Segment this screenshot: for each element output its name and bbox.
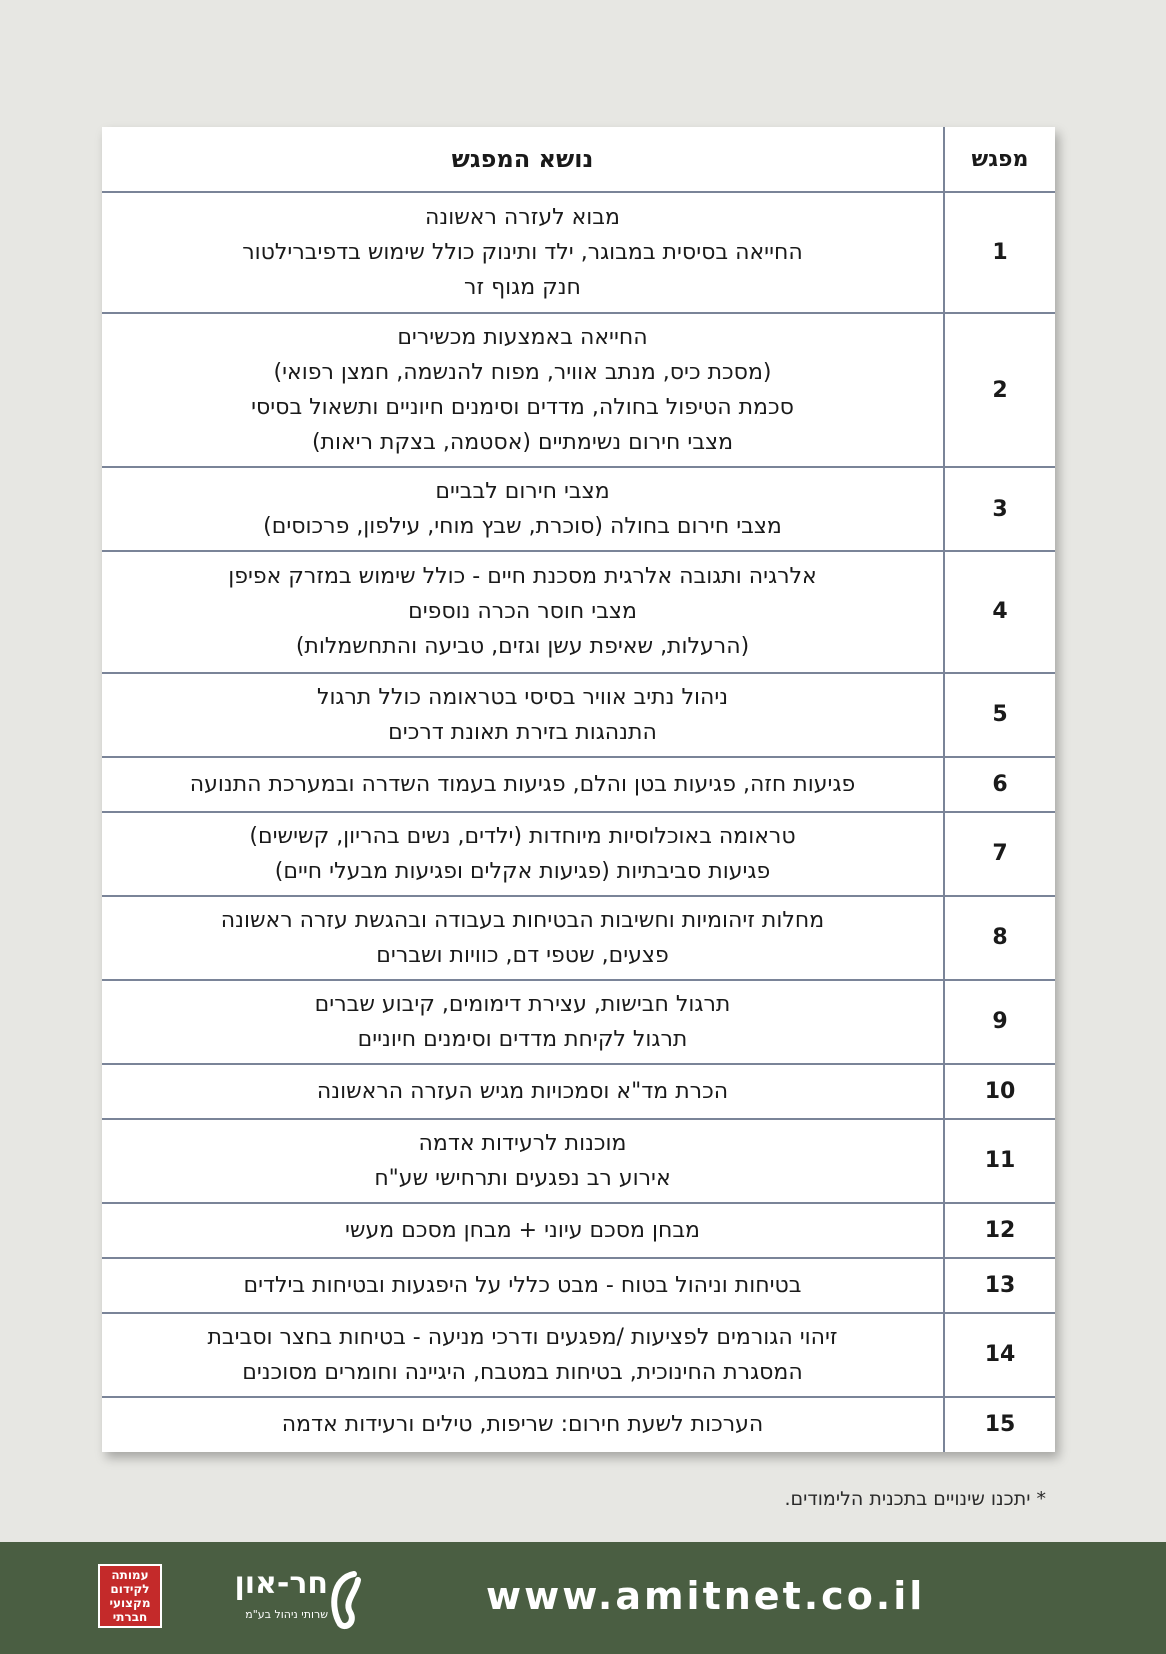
curriculum-table-card [102, 127, 1055, 1452]
session-topic-line: מצבי חירום לבביים [435, 479, 610, 505]
session-number: 15 [944, 1397, 1055, 1452]
header-session-topic: נושא המפגש [102, 127, 944, 192]
session-topic-line: פגיעות חזה, פגיעות בטן והלם, פגיעות בעמוד השדרה ובמערכת התנועה [189, 771, 856, 797]
session-topic-line: החייאה באמצעות מכשירים [397, 325, 648, 351]
session-topic [102, 313, 944, 467]
session-topic [102, 551, 944, 672]
session-number: 6 [944, 757, 1055, 812]
session-topic [102, 673, 944, 757]
session-topic-line: תרגול חבישות, עצירת דימומים, קיבוע שברים [314, 991, 731, 1017]
session-topic-line: פצעים, שטפי דם, כוויות ושברים [376, 942, 669, 968]
session-number: 12 [944, 1203, 1055, 1258]
table-row [102, 896, 1055, 980]
session-topic-line: (הרעלות, שאיפת עשן וגזים, טביעה והתחשמלות) [295, 634, 750, 660]
session-topic-line: המסגרת החינוכית, בטיחות במטבח, היגיינה וחומרים מסוכנים [242, 1359, 803, 1385]
session-topic-line: תרגול לקיחת מדדים וסימנים חיוניים [357, 1026, 688, 1052]
session-number: 1 [944, 192, 1055, 313]
session-topic-line: טראומה באוכלוסיות מיוחדות (ילדים, נשים בהריון, קשישים) [249, 823, 796, 849]
session-number: 11 [944, 1119, 1055, 1203]
session-topic-line: בטיחות וניהול בטוח - מבט כללי על היפגעות ובטיחות בילדים [243, 1272, 802, 1298]
amuta-logo-line: עמותה [111, 1568, 149, 1582]
curriculum-table [102, 127, 1055, 1452]
table-row [102, 757, 1055, 812]
session-topic-line: סכמת הטיפול בחולה, מדדים וסימנים חיוניים ותשאול בסיסי [251, 395, 794, 421]
session-number: 9 [944, 980, 1055, 1064]
table-row [102, 1258, 1055, 1313]
session-number: 7 [944, 812, 1055, 896]
website-link[interactable]: www.amitnet.co.il [486, 1574, 926, 1618]
session-topic [102, 1119, 944, 1203]
table-header-row [102, 127, 1055, 192]
session-topic [102, 1313, 944, 1397]
table-row [102, 192, 1055, 313]
session-topic [102, 757, 944, 812]
amuta-logo [98, 1564, 162, 1628]
table-row [102, 467, 1055, 551]
shahar-on-logo [222, 1564, 362, 1634]
session-topic-line: מבחן מסכם עיוני + מבחן מסכם מעשי [345, 1217, 700, 1243]
table-row [102, 1203, 1055, 1258]
session-topic [102, 812, 944, 896]
session-topic [102, 467, 944, 551]
session-topic-line: זיהוי הגורמים לפציעות /מפגעים ודרכי מניעה - בטיחות בחצר וסביבת [207, 1324, 838, 1350]
header-session-number: מפגש [944, 127, 1055, 192]
session-number: 4 [944, 551, 1055, 672]
session-topic [102, 1258, 944, 1313]
table-row [102, 1313, 1055, 1397]
session-topic-line: מבוא לעזרה ראשונה [425, 205, 620, 231]
shahar-swirl-icon [326, 1568, 362, 1632]
session-topic [102, 1064, 944, 1119]
session-topic-line: מחלות זיהומיות וחשיבות הבטיחות בעבודה ובהגשת עזרה ראשונה [220, 907, 825, 933]
session-topic-line: מצבי חירום בחולה (סוכרת, שבץ מוחי, עילפון, פרכוסים) [263, 514, 782, 540]
shahar-on-logo-name: חר-און [234, 1566, 328, 1601]
table-body [102, 192, 1055, 1452]
session-topic-line: מצבי חוסר הכרה נוספים [408, 599, 637, 625]
table-row [102, 313, 1055, 467]
session-topic [102, 1397, 944, 1452]
session-number: 13 [944, 1258, 1055, 1313]
shahar-on-logo-subtitle: שרותי ניהול בע"מ [245, 1608, 328, 1621]
table-row [102, 1119, 1055, 1203]
session-topic-line: החייאה בסיסית במבוגר, ילד ותינוק כולל שימוש בדפיברילטור [242, 240, 803, 266]
session-number: 2 [944, 313, 1055, 467]
session-number: 14 [944, 1313, 1055, 1397]
amuta-logo-line: חברתי [112, 1610, 148, 1624]
session-number: 8 [944, 896, 1055, 980]
session-topic-line: הערכות לשעת חירום: שריפות, טילים ורעידות אדמה [281, 1412, 764, 1438]
session-number: 10 [944, 1064, 1055, 1119]
session-number: 5 [944, 673, 1055, 757]
table-row [102, 812, 1055, 896]
amuta-logo-line: מקצועי [109, 1596, 151, 1610]
session-topic [102, 896, 944, 980]
session-topic-line: הכרת מד"א וסמכויות מגיש העזרה הראשונה [316, 1078, 729, 1104]
session-topic-line: אלרגיה ותגובה אלרגית מסכנת חיים - כולל שימוש במזרק אפיפן [228, 564, 817, 590]
table-row [102, 673, 1055, 757]
session-topic [102, 1203, 944, 1258]
session-topic-line: ניהול נתיב אוויר בסיסי בטראומה כולל תרגול [316, 684, 729, 710]
amuta-logo-line: לקידום [110, 1582, 150, 1596]
session-topic-line: מוכנות לרעידות אדמה [418, 1130, 627, 1156]
session-number: 3 [944, 467, 1055, 551]
session-topic-line: חנק מגוף זר [464, 275, 581, 301]
session-topic [102, 192, 944, 313]
session-topic-line: התנהגות בזירת תאונת דרכים [388, 719, 657, 745]
session-topic-line: פגיעות סביבתיות (פגיעות אקלים ופגיעות מבעלי חיים) [274, 858, 771, 884]
table-row [102, 551, 1055, 672]
table-row [102, 1064, 1055, 1119]
table-row [102, 1397, 1055, 1452]
table-row [102, 980, 1055, 1064]
session-topic-line: (מסכת כיס, מנתב אוויר, מפוח להנשמה, חמצן רפואי) [273, 360, 772, 386]
footer-bar [0, 1542, 1166, 1654]
session-topic-line: מצבי חירום נשימתיים (אסטמה, בצקת ריאות) [311, 430, 734, 456]
session-topic [102, 980, 944, 1064]
footnote: * יתכנו שינויים בתכנית הלימודים. [784, 1488, 1046, 1510]
session-topic-line: אירוע רב נפגעים ותרחישי שע"ח [374, 1165, 671, 1191]
